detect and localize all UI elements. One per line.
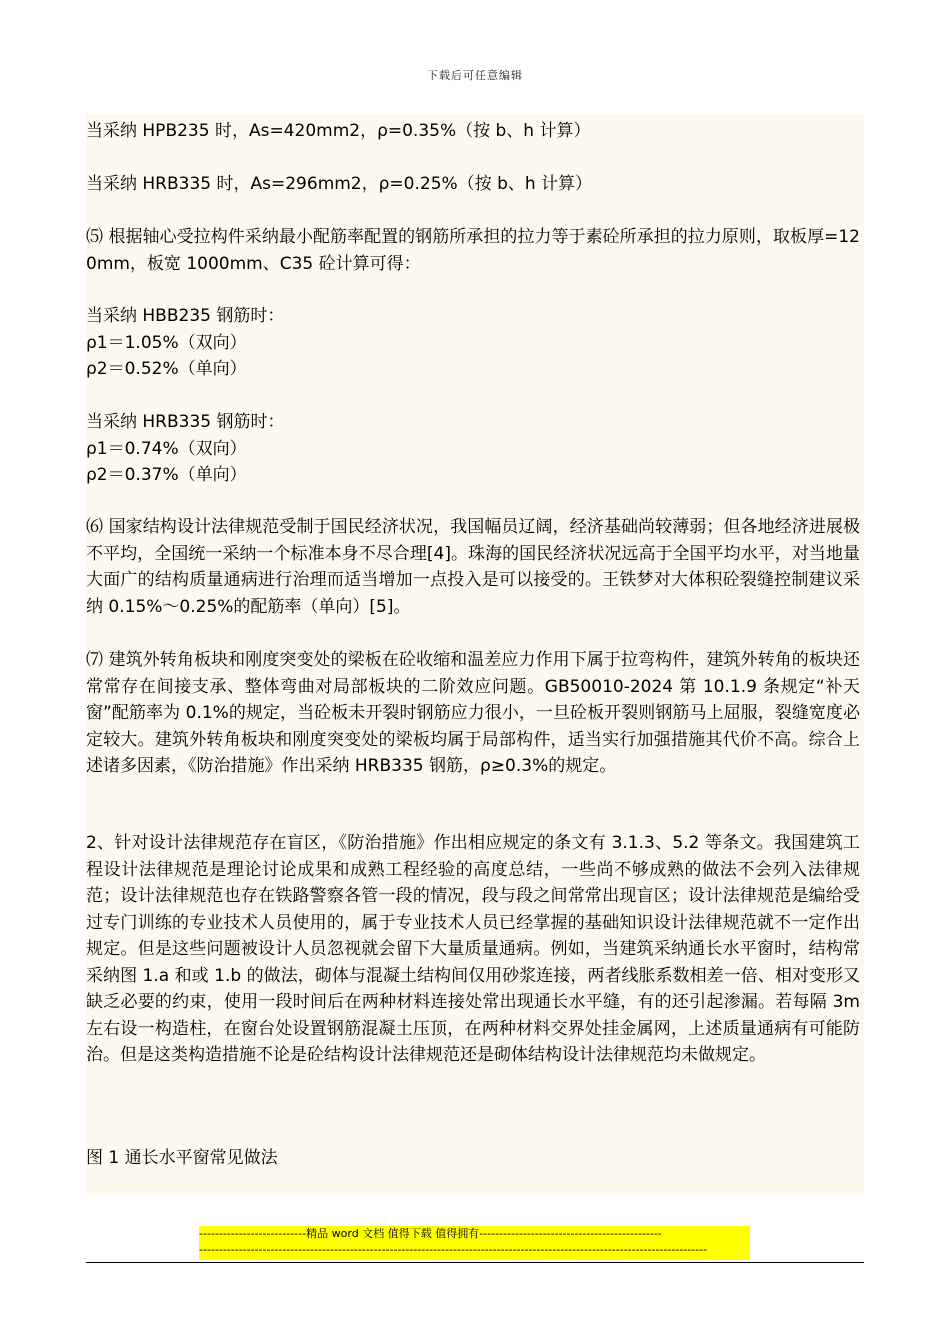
- footer-banner-line: ---------------------------精品 word 文档 值得下载 值得拥有----------------------------------------------: [199, 1227, 662, 1240]
- document-body: [86, 114, 864, 1196]
- paragraph-item-6: ⑹ 国家结构设计法律规范受制于国民经济状况，我国幅员辽阔，经济基础尚较薄弱；但各地经济进展极不平均，全国统一采纳一个标准本身不尽合理[4]。珠海的国民经济状况远高于全国平均水平，对当地量大面广的结构质量通病进行治理而适当增加一点投入是可以接受的。王铁梦对大体积砼裂缝控制建议采纳 0.15%～0.25%的配筋率（单向）[5]。: [86, 517, 860, 617]
- footer-banner-dashes: --------------------------------------------------------------------------------------------------------------------------------: [199, 1243, 708, 1256]
- paragraph-section-2: 2、针对设计法律规范存在盲区，《防治措施》作出相应规定的条文有 3.1.3、5.2 等条文。我国建筑工程设计法律规范是理论讨论成果和成熟工程经验的高度总结，一些尚不够成熟的做法不会列入法律规范；设计法律规范也存在铁路警察各管一段的情况，段与段之间常常出现盲区；设计法律规范是编给受过专门训练的专业技术人员使用的，属于专业技术人员已经掌握的基础知识设计法律规范就不一定作出规定。但是这些问题被设计人员忽视就会留下大量质量通病。例如，当建筑采纳通长水平窗时，结构常采纳图 1.a 和或 1.b 的做法，砌体与混凝土结构间仅用砂浆连接，两者线胀系数相差一倍、相对变形又缺乏必要的约束，使用一段时间后在两种材料连接处常出现通长水平缝，有的还引起渗漏。若每隔 3m 左右设一构造柱，在窗台处设置钢筋混凝土压顶，在两种材料交界处挂金属网，上述质量通病有可能防治。但是这类构造措施不论是砼结构设计法律规范还是砌体结构设计法律规范均未做规定。: [86, 833, 866, 1065]
- paragraph-item-5: ⑸ 根据轴心受拉构件采纳最小配筋率配置的钢筋所承担的拉力等于素砼所承担的拉力原则，取板厚=120mm，板宽 1000mm、C35 砼计算可得：: [86, 227, 860, 274]
- page-header: 下载后可任意编辑: [427, 69, 523, 82]
- paragraph-hpb235-as: 当采纳 HPB235 时，As=420mm2，ρ=0.35%（按 b、h 计算）: [86, 121, 591, 141]
- footer-divider: [86, 1262, 864, 1263]
- paragraph-hbb235-ratios: 当采纳 HBB235 钢筋时： ρ1＝1.05%（双向） ρ2＝0.52%（单向）: [86, 306, 285, 379]
- footer-banner: [199, 1226, 750, 1260]
- paragraph-hrb335-ratios: 当采纳 HRB335 钢筋时： ρ1＝0.74%（双向） ρ2＝0.37%（单向）: [86, 412, 285, 485]
- paragraph-item-7: ⑺ 建筑外转角板块和刚度突变处的梁板在砼收缩和温差应力作用下属于拉弯构件，建筑外转角的板块还常常存在间接支承、整体弯曲对局部板块的二阶效应问题。GB50010-2024 第 10.1.9 条规定“补天窗”配筋率为 0.1%的规定，当砼板未开裂时钢筋应力很小，一旦砼板开裂则钢筋马上屈服，裂缝宽度必定较大。建筑外转角板块和刚度突变处的梁板均属于局部构件，适当实行加强措施其代价不高。综合上述诸多因素，《防治措施》作出采纳 HRB335 钢筋，ρ≥0.3%的规定。: [86, 650, 860, 776]
- figure-caption: 图 1 通长水平窗常见做法: [86, 1148, 278, 1168]
- paragraph-hrb335-as: 当采纳 HRB335 时，As=296mm2，ρ=0.25%（按 b、h 计算）: [86, 174, 593, 194]
